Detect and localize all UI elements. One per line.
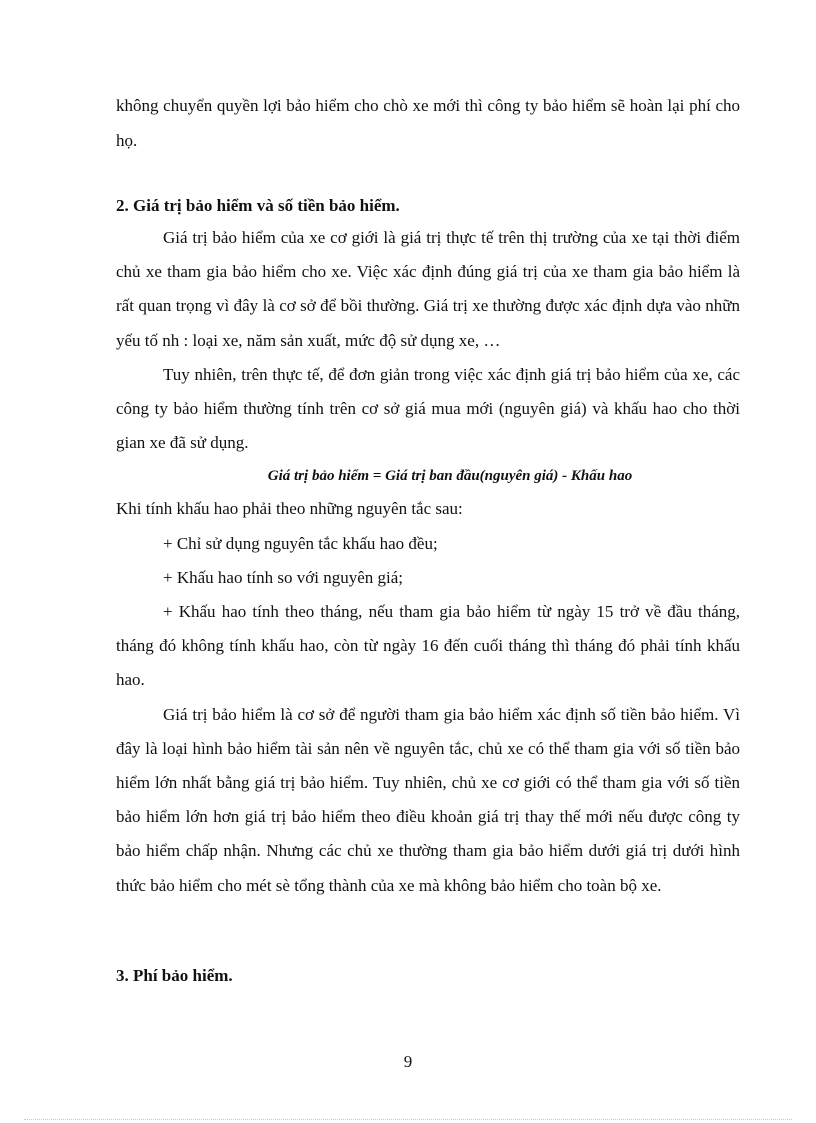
continuation-paragraph: không chuyển quyền lợi bảo hiểm cho chò xe mới thì công ty bảo hiểm sẽ hoàn lại phí cho họ. [116,96,740,150]
insurance-value-formula: Giá trị bảo hiểm = Giá trị ban đầu(nguyên giá) - Khấu hao [267,468,633,485]
section-3-heading: 3. Phí bảo hiểm. [116,966,233,985]
principle-item: + Khấu hao tính theo tháng, nếu tham gia bảo hiểm từ ngày 15 trở về đầu tháng, tháng đó không tính khấu hao, còn từ ngày 16 đến cuối tháng thì tháng đó phải tính khấu hao. [116,602,740,690]
sum-insured-paragraph: Giá trị bảo hiểm là cơ sở để người tham gia bảo hiểm xác định số tiền bảo hiểm. Vì đây là loại hình bảo hiểm tài sản nên về nguyên tắc, chủ xe có thể tham gia với số tiền bảo hiểm lớn nhất bằng giá trị bảo hiểm. Tuy nhiên, chủ xe cơ giới có thể tham gia với số tiền bảo hiểm lớn hơn giá trị bảo hiểm theo điều khoản giá trị thay thế mới nếu được công ty bảo hiểm chấp nhận. Nhưng các chủ xe thường tham gia bảo hiểm dưới giá trị dưới hình thức bảo hiểm cho mét sè tổng thành của xe mà không bảo hiểm cho toàn bộ xe. [116,704,740,895]
page-number: 9 [403,1052,413,1071]
depreciation-principles-intro: Khi tính khấu hao phải theo những nguyên tắc sau: [116,499,463,519]
principle-item: + Chỉ sử dụng nguyên tắc khấu hao đều; [163,533,438,553]
section-2-heading: 2. Giá trị bảo hiểm và số tiền bảo hiểm. [116,196,400,215]
section-2-body [116,221,740,903]
valuation-method-paragraph: Tuy nhiên, trên thực tế, để đơn giản trong việc xác định giá trị bảo hiểm của xe, các công ty bảo hiểm thường tính trên cơ sở giá mua mới (nguyên giá) và khấu hao cho thời gian xe đã sử dụng. [116,364,740,453]
value-definition-paragraph: Giá trị bảo hiểm của xe cơ giới là giá trị thực tế trên thị trường của xe tại thời điểm chủ xe tham gia bảo hiểm cho xe. Việc xác định đúng giá trị của xe tham gia bảo hiểm là rất quan trọng vì đây là cơ sở để bồi thường. Giá trị xe thường được xác định dựa vào nhữn yếu tố nh : loại xe, năm sản xuất, mức độ sử dụng xe, … [116,228,740,350]
principle-item: + Khấu hao tính so với nguyên giá; [163,567,404,587]
footer-divider [24,1119,792,1120]
